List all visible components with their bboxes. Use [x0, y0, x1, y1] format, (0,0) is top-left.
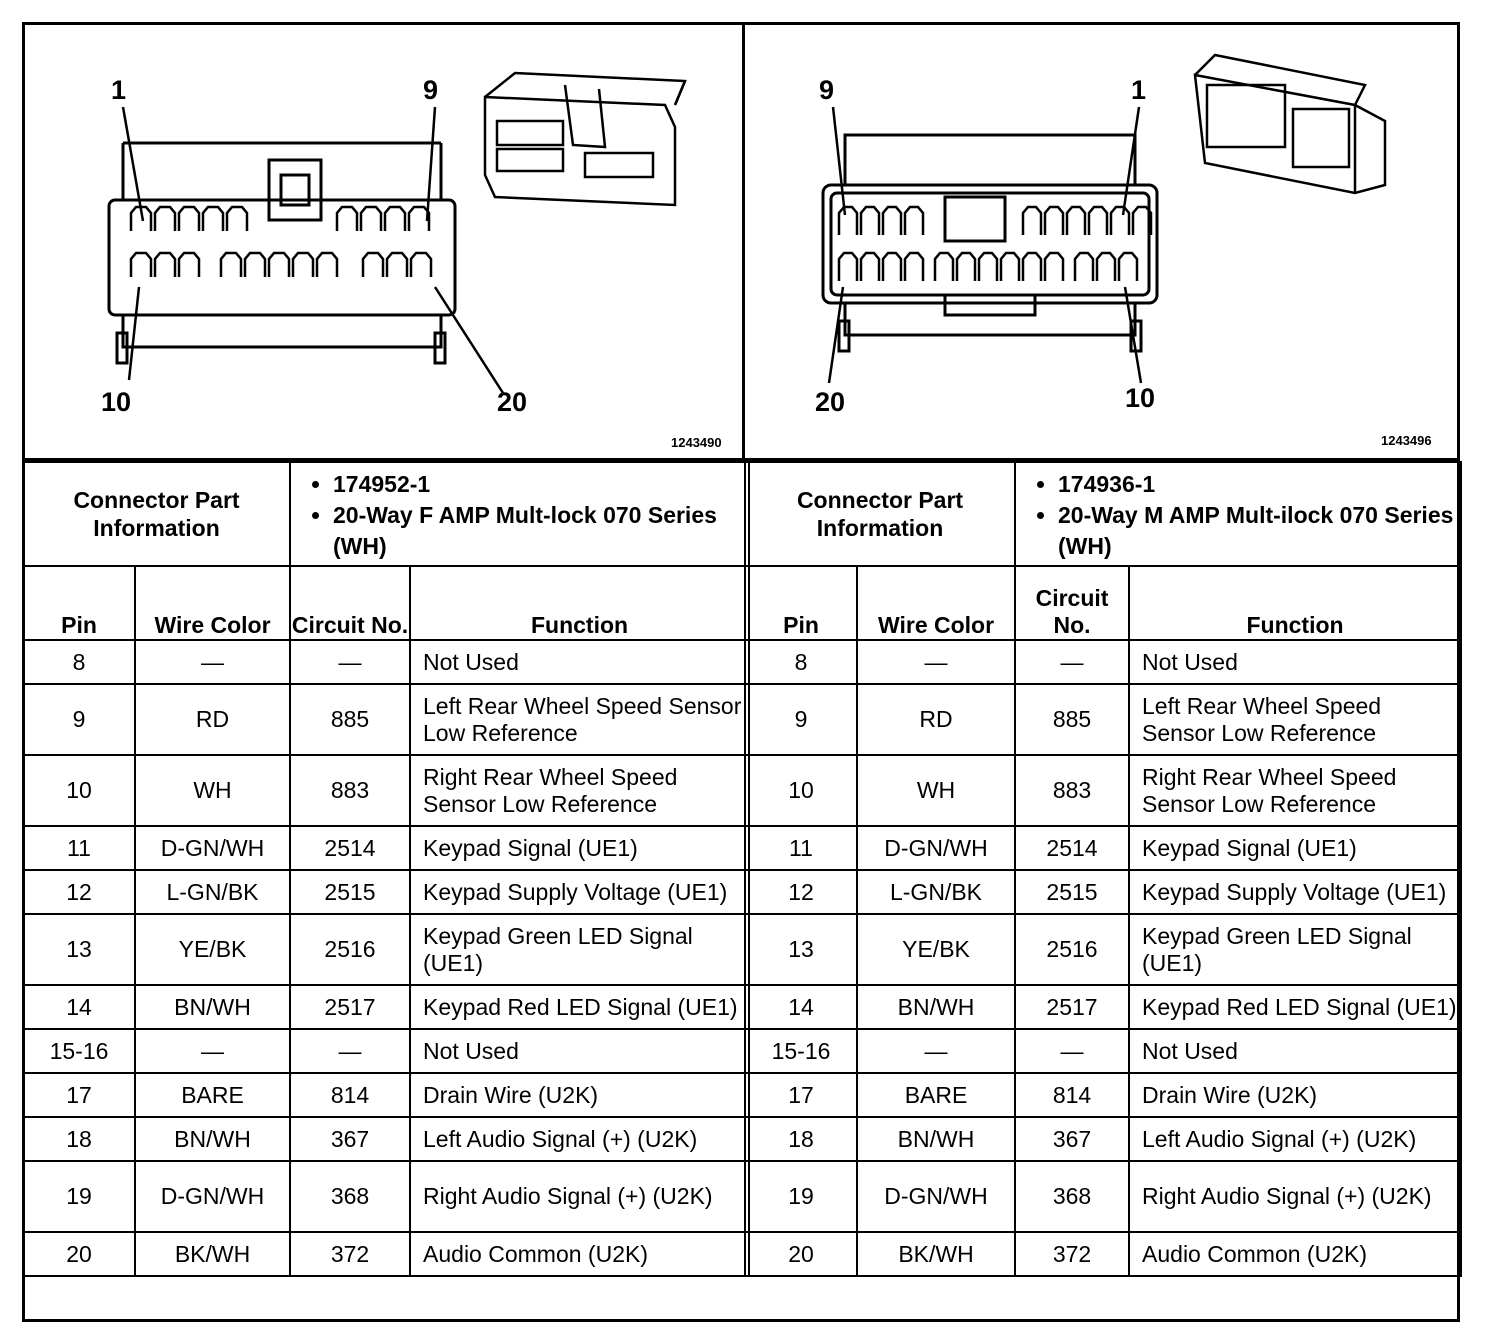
pin-cavity: [245, 253, 265, 277]
pin-cell: 20: [745, 1232, 857, 1276]
pin-cavity: [839, 207, 857, 235]
connector-face-drawing-right: [745, 25, 1457, 458]
function-cell: Right Audio Signal (+) (U2K): [1129, 1161, 1461, 1232]
table-row: [745, 1232, 1461, 1276]
wire-color-cell: RD: [135, 684, 290, 755]
function-cell: Left Audio Signal (+) (U2K): [410, 1117, 749, 1161]
figure-number: 1243490: [671, 435, 722, 450]
pin-cavity: [883, 207, 901, 235]
pin-cell: 15-16: [745, 1029, 857, 1073]
pin-cavity: [317, 253, 337, 277]
pin-cavity: [227, 207, 247, 231]
pin-callout-top-left: 1: [111, 75, 127, 105]
pin-callout-bottom-right: 20: [497, 387, 528, 417]
circuit-cell: 2514: [290, 826, 410, 870]
function-cell: Keypad Signal (UE1): [410, 826, 749, 870]
pin-cavity: [1089, 207, 1107, 235]
pin-cavity: [1119, 253, 1137, 281]
pin-cell: 13: [23, 914, 135, 985]
table-row: [745, 1073, 1461, 1117]
circuit-cell: 814: [1015, 1073, 1129, 1117]
circuit-cell: 368: [290, 1161, 410, 1232]
function-cell: Keypad Green LED Signal (UE1): [1129, 914, 1461, 985]
figure-number: 1243496: [1381, 433, 1432, 448]
pin-cavity: [1075, 253, 1093, 281]
table-row: [23, 755, 749, 826]
wire-color-cell: D-GN/WH: [135, 1161, 290, 1232]
circuit-cell: 372: [290, 1232, 410, 1276]
pin-cavity: [363, 253, 383, 277]
connector-diagram-right: [745, 25, 1457, 461]
col-header-function: Function: [410, 566, 749, 640]
function-cell: Keypad Supply Voltage (UE1): [410, 870, 749, 914]
pin-cell: 20: [23, 1232, 135, 1276]
function-cell: Left Rear Wheel Speed Sensor Low Reference: [410, 684, 749, 755]
pin-callout-top-right: 9: [423, 75, 439, 105]
pin-callout-top-left: 9: [819, 75, 835, 105]
table-row: [23, 826, 749, 870]
pin-cavity: [385, 207, 405, 231]
function-cell: Keypad Green LED Signal (UE1): [410, 914, 749, 985]
pin-cavity: [411, 253, 431, 277]
pin-cavity: [1023, 207, 1041, 235]
function-cell: Not Used: [410, 640, 749, 684]
wire-color-cell: D-GN/WH: [857, 826, 1015, 870]
pin-cell: 14: [745, 985, 857, 1029]
pin-cavity: [387, 253, 407, 277]
circuit-cell: 2516: [1015, 914, 1129, 985]
pin-cell: 18: [23, 1117, 135, 1161]
pin-cell: 19: [23, 1161, 135, 1232]
col-header-circuit: Circuit No.: [290, 566, 410, 640]
connector-diagram-left: [25, 25, 745, 461]
circuit-cell: 883: [290, 755, 410, 826]
pin-cell: 8: [23, 640, 135, 684]
circuit-cell: 2515: [1015, 870, 1129, 914]
table-row: [745, 1161, 1461, 1232]
pin-cavity: [905, 207, 923, 235]
circuit-cell: 367: [1015, 1117, 1129, 1161]
function-cell: Keypad Signal (UE1): [1129, 826, 1461, 870]
function-cell: Right Audio Signal (+) (U2K): [410, 1161, 749, 1232]
wire-color-cell: BK/WH: [857, 1232, 1015, 1276]
pin-cavity: [1067, 207, 1085, 235]
wire-color-cell: L-GN/BK: [135, 870, 290, 914]
pinout-rows: [23, 640, 749, 1276]
pin-cell: 19: [745, 1161, 857, 1232]
function-cell: Not Used: [410, 1029, 749, 1073]
function-cell: Not Used: [1129, 640, 1461, 684]
pin-cavity: [883, 253, 901, 281]
table-row: [23, 1073, 749, 1117]
part-info-values: [290, 462, 749, 566]
wire-color-cell: —: [135, 1029, 290, 1073]
wire-color-cell: BN/WH: [857, 985, 1015, 1029]
circuit-cell: 367: [290, 1117, 410, 1161]
wire-color-cell: YE/BK: [135, 914, 290, 985]
circuit-cell: —: [290, 640, 410, 684]
circuit-cell: 2514: [1015, 826, 1129, 870]
pin-cavity: [1001, 253, 1019, 281]
pin-cavity: [179, 207, 199, 231]
pin-cavity: [979, 253, 997, 281]
pin-cell: 10: [23, 755, 135, 826]
table-row: [745, 1117, 1461, 1161]
circuit-cell: 368: [1015, 1161, 1129, 1232]
table-row: [23, 640, 749, 684]
wire-color-cell: D-GN/WH: [857, 1161, 1015, 1232]
table-row: [23, 870, 749, 914]
pin-cell: 14: [23, 985, 135, 1029]
table-row: [745, 640, 1461, 684]
pin-cavity: [905, 253, 923, 281]
pin-cell: 11: [745, 826, 857, 870]
pin-cell: 18: [745, 1117, 857, 1161]
pin-cell: 13: [745, 914, 857, 985]
table-row: [23, 914, 749, 985]
pin-cavity: [839, 253, 857, 281]
part-info-values: [1015, 462, 1461, 566]
function-cell: Right Rear Wheel Speed Sensor Low Reference: [1129, 755, 1461, 826]
wire-color-cell: —: [857, 640, 1015, 684]
pin-cavity: [179, 253, 199, 277]
function-cell: Keypad Red LED Signal (UE1): [1129, 985, 1461, 1029]
pin-cavity: [1045, 207, 1063, 235]
function-cell: Keypad Red LED Signal (UE1): [410, 985, 749, 1029]
wire-color-cell: RD: [857, 684, 1015, 755]
function-cell: Audio Common (U2K): [410, 1232, 749, 1276]
pin-cavity: [1111, 207, 1129, 235]
table-row: [745, 755, 1461, 826]
circuit-cell: 2517: [290, 985, 410, 1029]
circuit-cell: 883: [1015, 755, 1129, 826]
pin-cell: 17: [23, 1073, 135, 1117]
pinout-table-left: [22, 461, 750, 1277]
pin-callout-bottom-right: 10: [1125, 383, 1156, 413]
pin-cavity: [1023, 253, 1041, 281]
circuit-cell: 885: [1015, 684, 1129, 755]
wire-color-cell: BN/WH: [857, 1117, 1015, 1161]
part-info-label: Connector Part Information: [745, 462, 1015, 566]
pinout-rows: [745, 640, 1461, 1276]
circuit-cell: 885: [290, 684, 410, 755]
function-cell: Audio Common (U2K): [1129, 1232, 1461, 1276]
pin-cavity: [957, 253, 975, 281]
table-row: [745, 914, 1461, 985]
wire-color-cell: L-GN/BK: [857, 870, 1015, 914]
pin-cell: 15-16: [23, 1029, 135, 1073]
circuit-cell: —: [290, 1029, 410, 1073]
wire-color-cell: WH: [135, 755, 290, 826]
table-row: [23, 1029, 749, 1073]
wire-color-cell: —: [857, 1029, 1015, 1073]
connector-face-drawing-left: [25, 25, 743, 458]
pin-callout-bottom-left: 10: [101, 387, 132, 417]
pin-cell: 10: [745, 755, 857, 826]
table-row: [745, 1029, 1461, 1073]
pin-callout-bottom-left: 20: [815, 387, 846, 417]
pin-cavity: [337, 207, 357, 231]
pin-cavity: [269, 253, 289, 277]
pin-cavity: [861, 207, 879, 235]
function-cell: Not Used: [1129, 1029, 1461, 1073]
pin-cell: 9: [745, 684, 857, 755]
pin-cavity: [293, 253, 313, 277]
connector-sheet: [22, 22, 1460, 1322]
function-cell: Left Rear Wheel Speed Sensor Low Reference: [1129, 684, 1461, 755]
circuit-cell: 814: [290, 1073, 410, 1117]
col-header-wire-color: Wire Color: [857, 566, 1015, 640]
wire-color-cell: —: [135, 640, 290, 684]
circuit-cell: 372: [1015, 1232, 1129, 1276]
circuit-cell: 2517: [1015, 985, 1129, 1029]
pin-cell: 12: [745, 870, 857, 914]
table-row: [23, 684, 749, 755]
table-row: [745, 870, 1461, 914]
col-header-circuit: Circuit No.: [1015, 566, 1129, 640]
pin-cavity: [155, 207, 175, 231]
function-cell: Keypad Supply Voltage (UE1): [1129, 870, 1461, 914]
function-cell: Left Audio Signal (+) (U2K): [1129, 1117, 1461, 1161]
wire-color-cell: YE/BK: [857, 914, 1015, 985]
col-header-function: Function: [1129, 566, 1461, 640]
table-row: [745, 684, 1461, 755]
pin-cell: 11: [23, 826, 135, 870]
pin-cell: 12: [23, 870, 135, 914]
function-cell: Drain Wire (U2K): [1129, 1073, 1461, 1117]
table-row: [745, 985, 1461, 1029]
pin-cavity: [361, 207, 381, 231]
wire-color-cell: D-GN/WH: [135, 826, 290, 870]
part-description: • 20-Way F AMP Mult-lock 070 Series (WH): [333, 500, 748, 562]
table-row: [23, 985, 749, 1029]
pin-cavity: [131, 253, 151, 277]
wire-color-cell: WH: [857, 755, 1015, 826]
part-info-label: Connector Part Information: [23, 462, 290, 566]
pin-cell: 9: [23, 684, 135, 755]
part-number: • 174952-1: [333, 469, 748, 500]
circuit-cell: —: [1015, 1029, 1129, 1073]
col-header-pin: Pin: [745, 566, 857, 640]
circuit-cell: 2515: [290, 870, 410, 914]
wire-color-cell: BARE: [135, 1073, 290, 1117]
col-header-pin: Pin: [23, 566, 135, 640]
circuit-cell: —: [1015, 640, 1129, 684]
function-cell: Right Rear Wheel Speed Sensor Low Reference: [410, 755, 749, 826]
wire-color-cell: BARE: [857, 1073, 1015, 1117]
pin-callout-top-right: 1: [1131, 75, 1147, 105]
pin-cell: 8: [745, 640, 857, 684]
pin-cavity: [155, 253, 175, 277]
wire-color-cell: BN/WH: [135, 985, 290, 1029]
table-row: [23, 1232, 749, 1276]
pinout-table-right: [744, 461, 1462, 1277]
part-description: • 20-Way M AMP Mult-ilock 070 Series (WH): [1058, 500, 1460, 562]
pin-cavity: [861, 253, 879, 281]
function-cell: Drain Wire (U2K): [410, 1073, 749, 1117]
table-row: [745, 826, 1461, 870]
wire-color-cell: BK/WH: [135, 1232, 290, 1276]
circuit-cell: 2516: [290, 914, 410, 985]
pin-cavity: [221, 253, 241, 277]
table-row: [23, 1161, 749, 1232]
table-row: [23, 1117, 749, 1161]
pin-cell: 17: [745, 1073, 857, 1117]
wire-color-cell: BN/WH: [135, 1117, 290, 1161]
pin-cavity: [1045, 253, 1063, 281]
part-number: • 174936-1: [1058, 469, 1460, 500]
pin-cavity: [1097, 253, 1115, 281]
pin-cavity: [203, 207, 223, 231]
col-header-wire-color: Wire Color: [135, 566, 290, 640]
pin-cavity: [935, 253, 953, 281]
